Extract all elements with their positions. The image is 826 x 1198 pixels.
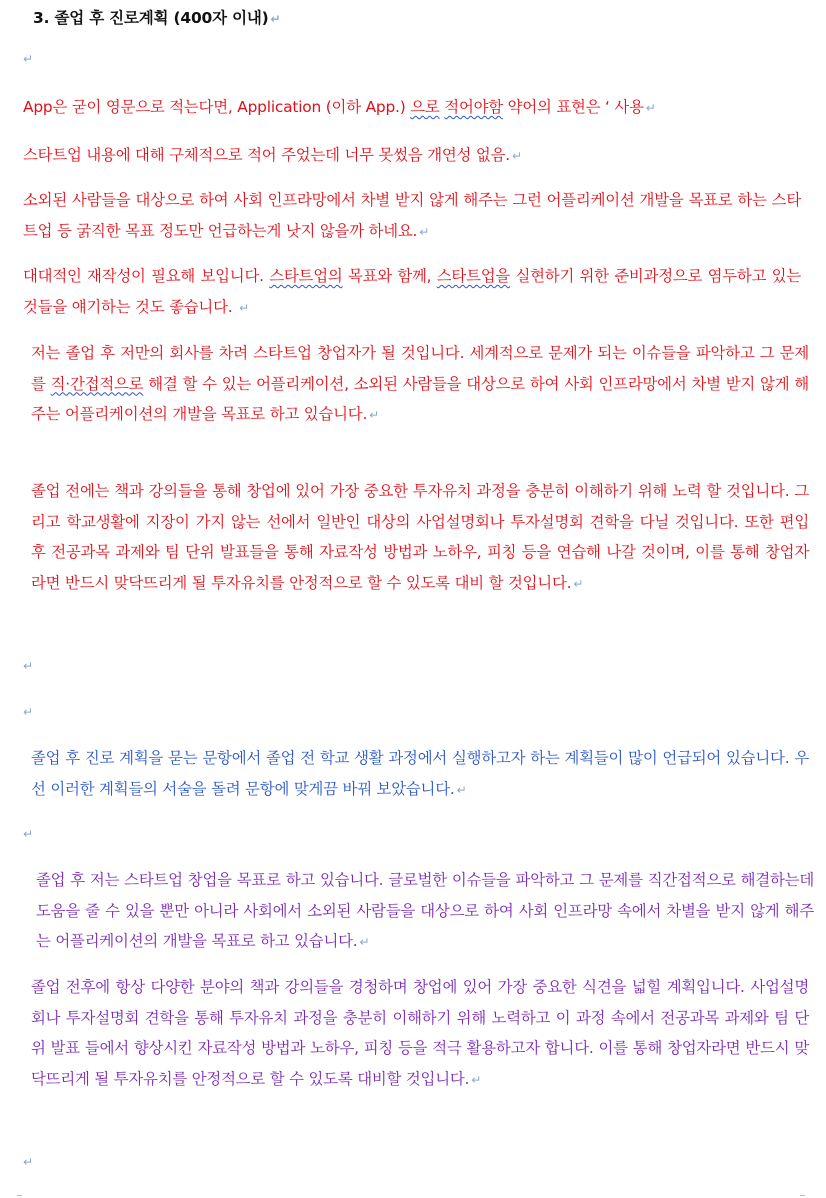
feedback-paragraph-3: 소외된 사람들을 대상으로 하여 사회 인프라망에서 차별 받지 않게 해주는 그런 어플리케이션 개발을 목표로 하는 스타트업 등 굵직한 목표 정도만 언급하는게 낫지 않을까 하네요. ↵: [23, 191, 801, 240]
feedback-paragraph-4: 대대적인 재작성이 필요해 보입니다. 스타트업의 목표와 함께, 스타트업을 실현하기 위한 준비과정으로 염두하고 있는 것들을 얘기하는 것도 좋습니다. ↵: [23, 267, 801, 316]
empty-paragraph: ↵: [23, 52, 34, 66]
original-paragraph-1: 저는 졸업 후 저만의 회사를 차려 스타트업 창업자가 될 것입니다. 세계적으로 문제가 되는 이슈들을 파악하고 그 문제를 직·간접적으로 해결 할 수 있는 어플리케이션, 소외된 사람들을 대상으로 하여 사회 인프라망에서 차별 받지 않게 해주는 어플리케이션의 개발을 목표로 하고 있습니다. ↵: [31, 344, 809, 423]
empty-paragraph: ↵: [23, 827, 34, 841]
feedback-paragraph-2: 스타트업 내용에 대해 구체적으로 적어 주었는데 너무 못썼음 개연성 없음. ↵: [23, 146, 522, 164]
empty-paragraph: ↵: [23, 705, 34, 719]
reviewer-comment: 졸업 후 진로 계획을 묻는 문항에서 졸업 전 학교 생활 과정에서 실행하고자 하는 계획들이 많이 언급되어 있습니다. 우선 이러한 계획들의 서술을 돌려 문항에 맞게끔 바꿔 보았습니다. ↵: [31, 749, 809, 798]
page-corner-mark: [17, 1195, 22, 1196]
empty-paragraph: ↵: [23, 659, 34, 673]
page-corner-mark: [800, 1195, 805, 1196]
revised-paragraph-2: 졸업 전후에 항상 다양한 분야의 책과 강의들을 경청하며 창업에 있어 가장 중요한 식견을 넓힐 계획입니다. 사업설명회나 투자설명회 견학을 통해 투자유치 과정을 충분히 이해하기 위해 노력하고 이 과정 속에서 전공과목 과제와 팀 단위 발표 들에서 향상시킨 자료작성 방법과 노하우, 피칭 등을 적극 활용하고자 합니다. 이를 통해 창업자라면 반드시 맞닥뜨리게 될 투자유치를 안정적으로 할 수 있도록 대비할 것입니다. ↵: [31, 978, 809, 1088]
feedback-paragraph-1: App은 굳이 영문으로 적는다면, Application (이하 App.) 으로 적어야함 약어의 표현은 ‘ 사용 ↵: [23, 98, 656, 116]
section-heading: 3. 졸업 후 진로계획 (400자 이내) ↵: [33, 9, 281, 27]
original-paragraph-2: 졸업 전에는 책과 강의들을 통해 창업에 있어 가장 중요한 투자유치 과정을 충분히 이해하기 위해 노력 할 것입니다. 그리고 학교생활에 지장이 가지 않는 선에서 일반인 대상의 사업설명회나 투자설명회 견학을 다닐 것입니다. 또한 편입 후 전공과목 과제와 팀 단위 발표들을 통해 자료작성 방법과 노하우, 피칭 등을 연습해 나갈 것이며, 이를 통해 창업자라면 반드시 맞닥뜨리게 될 투자유치를 안정적으로 할 수 있도록 대비 할 것입니다. ↵: [31, 482, 809, 592]
revised-paragraph-1: 졸업 후 저는 스타트업 창업을 목표로 하고 있습니다. 글로벌한 이슈들을 파악하고 그 문제를 직간접적으로 해결하는데 도움을 줄 수 있을 뿐만 아니라 사회에서 소외된 사람들을 대상으로 하여 사회 인프라망 속에서 차별을 받지 않게 해주는 어플리케이션의 개발을 목표로 하고 있습니다. ↵: [36, 871, 814, 950]
empty-paragraph: ↵: [23, 1155, 34, 1169]
